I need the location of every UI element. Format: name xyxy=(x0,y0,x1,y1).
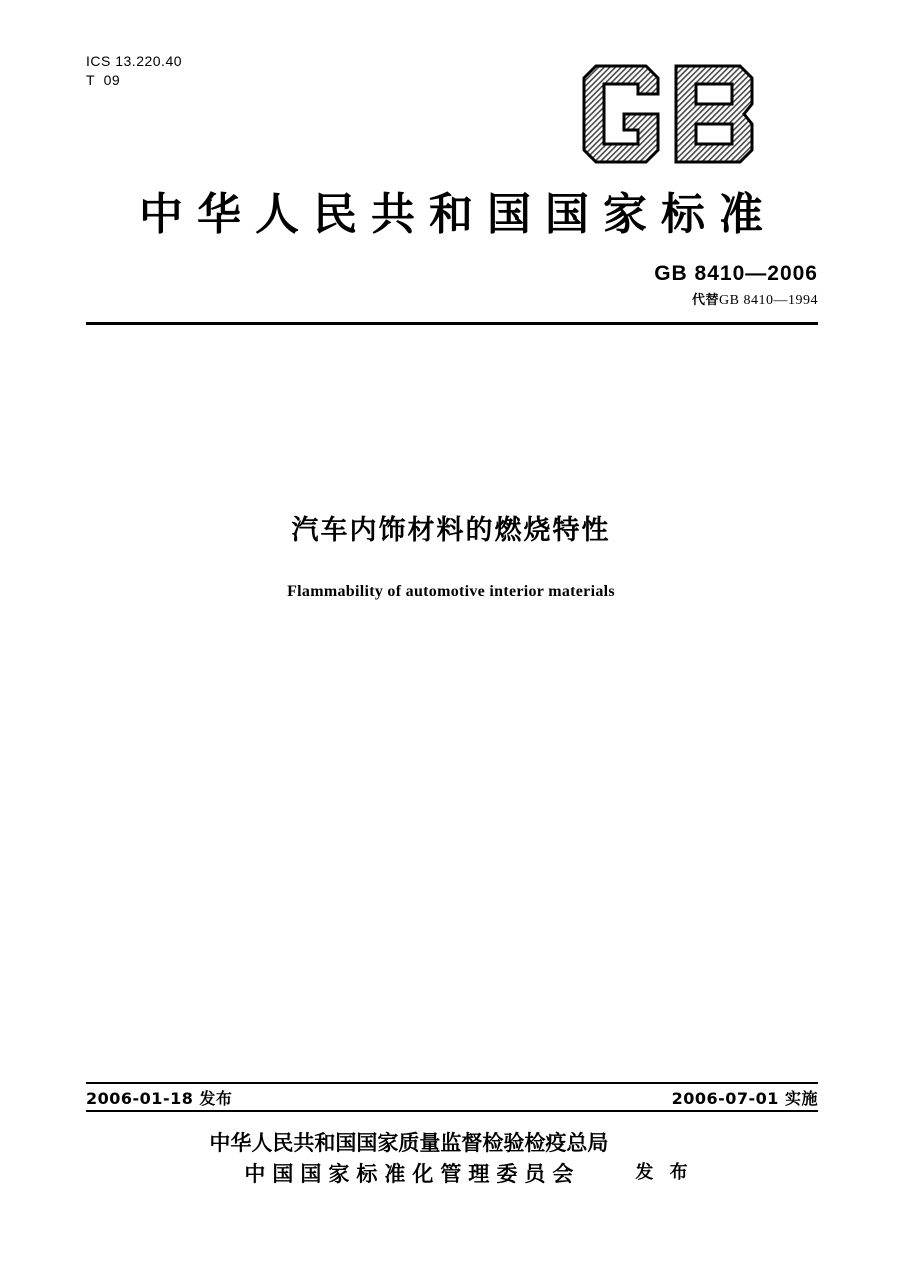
replaces-number: GB 8410—1994 xyxy=(719,293,818,308)
replaced-standard-note xyxy=(0,289,818,309)
document-title-chinese: 汽车内饰材料的燃烧特性 xyxy=(291,515,611,546)
issue-date: 2006-01-18 发布 xyxy=(86,1089,233,1108)
publisher-block xyxy=(0,1128,902,1190)
header-divider xyxy=(86,322,818,325)
publisher-organization-2: 中国国家标准化管理委员会 xyxy=(244,1162,581,1186)
classification-code: T 09 xyxy=(86,72,121,88)
footer-divider-bottom xyxy=(86,1110,818,1112)
ics-classification-block xyxy=(86,52,182,90)
document-title-english: Flammability of automotive interior materials xyxy=(287,583,615,600)
national-standard-title: 中华人民共和国国家标准 xyxy=(139,189,777,240)
footer-divider-top xyxy=(86,1082,818,1084)
publisher-action-label: 发 布 xyxy=(635,1162,693,1183)
ics-code: ICS 13.220.40 xyxy=(86,53,183,69)
replaces-prefix: 代替 xyxy=(692,293,720,308)
publisher-organization-1: 中华人民共和国国家质量监督检验检疫总局 xyxy=(209,1131,609,1155)
gb-emblem-icon xyxy=(580,62,765,167)
standard-number: GB 8410—2006 xyxy=(654,262,818,285)
effective-date: 2006-07-01 实施 xyxy=(671,1089,818,1108)
